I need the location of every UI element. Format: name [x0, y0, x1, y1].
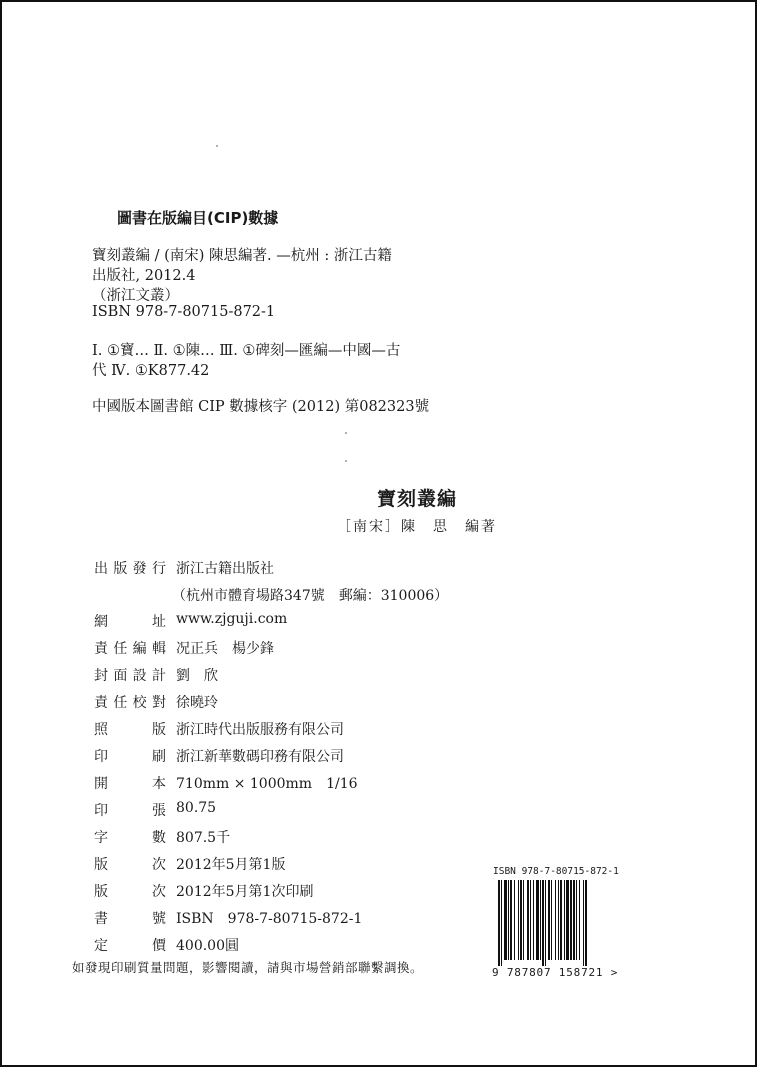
info-label-char: 定 [94, 938, 108, 954]
info-label [94, 665, 166, 685]
barcode-bar [514, 880, 515, 960]
info-label-char: 價 [152, 938, 166, 954]
book-title: 寶刻叢編 [376, 488, 457, 510]
info-label-char: 發 [132, 561, 147, 577]
info-label-char: 對 [151, 695, 166, 711]
info-value: 710mm × 1000mm 1/16 [176, 776, 358, 792]
cip-line-1: 寶刻叢編 / (南宋) 陳思編著. —杭州 : 浙江古籍 [92, 248, 392, 264]
speck [345, 432, 347, 434]
barcode-bar [530, 880, 531, 960]
info-label-char: 版 [152, 722, 166, 738]
info-label [94, 854, 166, 874]
barcode-digits: 9 787807 158721 > [492, 966, 619, 979]
info-label-char: 次 [152, 884, 166, 900]
cip-line-3: （浙江文叢） [92, 288, 179, 304]
cip-line-5: Ⅰ. ①寶… Ⅱ. ①陳… Ⅲ. ①碑刻—匯編—中國—古 [92, 343, 401, 359]
info-label-char: 設 [132, 668, 147, 684]
info-label [94, 935, 166, 955]
info-row [94, 719, 574, 743]
info-value: 况正兵 楊少鋒 [176, 641, 274, 657]
barcode-bar [542, 880, 544, 966]
info-label-char: 號 [152, 911, 166, 927]
barcode-bar [504, 880, 507, 960]
info-label-char: 印 [94, 803, 108, 819]
info-label-char: 數 [152, 830, 166, 846]
info-label [94, 719, 166, 739]
info-value: ISBN 978-7-80715-872-1 [176, 911, 363, 927]
speck [345, 460, 347, 462]
barcode-bar [585, 880, 587, 966]
info-row [94, 773, 574, 797]
cip-line-7: 中國版本圖書館 CIP 數據核字 (2012) 第082323號 [92, 399, 430, 415]
info-label [94, 908, 166, 928]
info-label [94, 881, 166, 901]
info-label [94, 692, 166, 712]
info-label [94, 827, 166, 847]
info-label [94, 558, 166, 578]
info-label-char: 封 [94, 668, 108, 684]
info-row [94, 638, 574, 662]
info-label-char: 書 [94, 911, 108, 927]
info-label [94, 746, 166, 766]
barcode-bar [573, 880, 575, 960]
info-label-char: 版 [94, 857, 108, 873]
info-value: 807.5千 [176, 830, 231, 846]
info-label-char: 任 [113, 641, 128, 657]
barcode-bar [564, 880, 565, 960]
info-label-char: 次 [152, 857, 166, 873]
info-value: 2012年5月第1版 [176, 857, 286, 873]
barcode-bar [545, 880, 546, 966]
info-label-char: 網 [94, 614, 108, 630]
info-label-char: 責 [94, 641, 108, 657]
info-label-char: 張 [152, 803, 166, 819]
info-label-char: 字 [94, 830, 108, 846]
info-label [94, 800, 166, 820]
info-label-char: 行 [151, 561, 166, 577]
info-value: www.zjguji.com [176, 611, 288, 627]
info-label-char: 任 [113, 695, 128, 711]
barcode-bar [501, 880, 502, 966]
info-label [94, 611, 166, 631]
info-row [94, 611, 574, 635]
info-label-char: 面 [113, 668, 128, 684]
barcode-bar [560, 880, 562, 960]
info-label-char: 開 [94, 776, 108, 792]
info-label-char: 輯 [151, 641, 166, 657]
barcode-bar [558, 880, 559, 960]
barcode-bar [566, 880, 569, 960]
barcode-bars [498, 880, 616, 966]
barcode-isbn-label: ISBN 978-7-80715-872-1 [493, 866, 619, 877]
barcode-bar [508, 880, 509, 960]
book-author: ［南宋］陳 思 編著 [337, 519, 497, 535]
barcode-bar [570, 880, 572, 960]
barcode-bar [548, 880, 550, 960]
info-label-char: 照 [94, 722, 108, 738]
info-value: 400.00圓 [176, 938, 239, 954]
barcode-bar [518, 880, 519, 960]
info-label-char: 責 [94, 695, 108, 711]
info-row [94, 746, 574, 770]
speck [216, 145, 218, 147]
cip-line-4: ISBN 978-7-80715-872-1 [92, 304, 276, 320]
quality-notice: 如發現印刷質量問題，影響閱讀，請與市場營銷部聯繫調換。 [72, 960, 424, 975]
info-value: 徐曉玲 [176, 695, 218, 711]
info-label-char: 校 [132, 695, 147, 711]
barcode-bar [533, 880, 534, 960]
info-label-char: 出 [94, 561, 108, 577]
info-row [94, 827, 574, 851]
barcode-bar [583, 880, 584, 966]
info-label-char: 版 [113, 561, 128, 577]
info-row [94, 585, 574, 609]
info-label-char: 印 [94, 749, 108, 765]
isbn-barcode [488, 866, 628, 988]
info-label [94, 773, 166, 793]
info-value: 浙江古籍出版社 [176, 561, 274, 577]
info-value: 2012年5月第1次印刷 [176, 884, 314, 900]
barcode-bar [520, 880, 522, 960]
info-row [94, 800, 574, 824]
barcode-bar [536, 880, 539, 960]
info-label-char: 刷 [152, 749, 166, 765]
info-row [94, 558, 574, 582]
info-label-char: 本 [152, 776, 166, 792]
barcode-bar [510, 880, 512, 960]
info-value: （杭州市體育場路347號 郵編：310006） [172, 588, 449, 604]
info-row [94, 665, 574, 689]
info-value: 劉 欣 [176, 668, 218, 684]
barcode-bar [527, 880, 529, 960]
info-label-char: 計 [151, 668, 166, 684]
cip-title: 圖書在版編目(CIP)數據 [117, 209, 279, 227]
info-label-char: 編 [132, 641, 147, 657]
barcode-bar [523, 880, 524, 960]
info-value: 浙江新華數碼印務有限公司 [176, 749, 344, 765]
barcode-bar [551, 880, 552, 960]
barcode-bar [576, 880, 577, 960]
info-value: 80.75 [176, 800, 217, 816]
cip-line-2: 出版社, 2012.4 [92, 268, 196, 284]
cip-line-6: 代 Ⅳ. ①K877.42 [92, 363, 210, 379]
barcode-bar [540, 880, 541, 960]
barcode-bar [498, 880, 500, 966]
info-label-char: 址 [152, 614, 166, 630]
info-value: 浙江時代出版服務有限公司 [176, 722, 344, 738]
barcode-bar [555, 880, 556, 960]
info-label [94, 638, 166, 658]
info-row [94, 692, 574, 716]
barcode-bar [579, 880, 580, 960]
info-label-char: 版 [94, 884, 108, 900]
